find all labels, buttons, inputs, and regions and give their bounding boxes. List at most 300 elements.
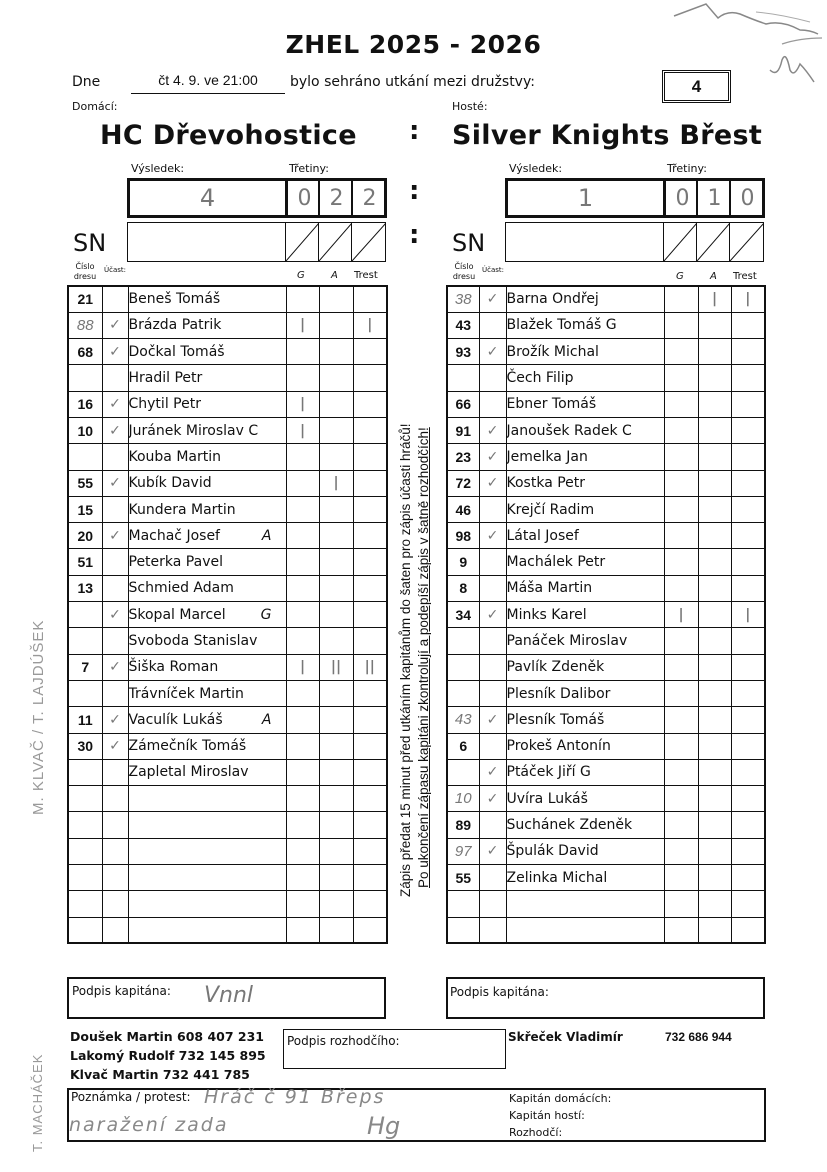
attendance-check[interactable] [102, 496, 128, 522]
player-name[interactable] [506, 865, 664, 891]
attendance-check[interactable]: ✓ [479, 523, 506, 549]
assists-cell[interactable]: | [319, 470, 353, 496]
goals-cell[interactable] [664, 444, 698, 470]
player-name[interactable] [506, 654, 664, 680]
penalty-cell[interactable] [353, 549, 387, 575]
player-number[interactable]: 7 [68, 654, 102, 680]
assists-cell[interactable] [319, 523, 353, 549]
penalty-cell[interactable] [353, 602, 387, 628]
player-number[interactable]: 30 [68, 733, 102, 759]
goals-cell[interactable]: | [286, 312, 319, 338]
player-name[interactable] [128, 549, 286, 575]
player-name[interactable] [506, 549, 664, 575]
player-number[interactable]: 88 [68, 312, 102, 338]
goals-cell[interactable] [286, 680, 319, 706]
player-number[interactable]: 68 [68, 339, 102, 365]
player-name[interactable] [506, 733, 664, 759]
penalty-cell[interactable]: | [731, 286, 765, 312]
player-number[interactable] [68, 602, 102, 628]
player-number[interactable]: 51 [68, 549, 102, 575]
attendance-check[interactable]: ✓ [102, 602, 128, 628]
player-name[interactable] [506, 575, 664, 601]
attendance-check[interactable]: ✓ [479, 786, 506, 812]
penalty-cell[interactable] [731, 444, 765, 470]
player-name[interactable] [506, 838, 664, 864]
assists-cell[interactable] [698, 891, 731, 917]
goals-cell[interactable] [664, 654, 698, 680]
attendance-check[interactable] [479, 733, 506, 759]
assists-cell[interactable] [319, 549, 353, 575]
assists-cell[interactable] [319, 838, 353, 864]
penalty-cell[interactable] [731, 365, 765, 391]
player-number[interactable] [447, 891, 479, 917]
player-number[interactable] [447, 654, 479, 680]
penalty-cell[interactable] [353, 707, 387, 733]
attendance-check[interactable] [102, 812, 128, 838]
attendance-check[interactable]: ✓ [102, 523, 128, 549]
attendance-check[interactable] [102, 917, 128, 943]
player-name[interactable] [128, 786, 286, 812]
goals-cell[interactable] [664, 759, 698, 785]
penalty-cell[interactable] [731, 575, 765, 601]
player-name[interactable] [128, 628, 286, 654]
penalty-cell[interactable] [731, 786, 765, 812]
player-name[interactable] [506, 444, 664, 470]
player-name[interactable] [506, 523, 664, 549]
player-name[interactable] [128, 575, 286, 601]
attendance-check[interactable] [479, 312, 506, 338]
attendance-check[interactable] [479, 496, 506, 522]
penalty-cell[interactable] [353, 891, 387, 917]
player-number[interactable]: 43 [447, 707, 479, 733]
player-name[interactable] [506, 812, 664, 838]
assists-cell[interactable] [319, 891, 353, 917]
player-name[interactable] [128, 838, 286, 864]
assists-cell[interactable] [698, 680, 731, 706]
penalty-cell[interactable]: || [353, 654, 387, 680]
attendance-check[interactable]: ✓ [102, 654, 128, 680]
goals-cell[interactable] [664, 575, 698, 601]
assists-cell[interactable] [698, 444, 731, 470]
penalty-cell[interactable] [731, 812, 765, 838]
goals-cell[interactable] [664, 733, 698, 759]
player-name[interactable] [128, 891, 286, 917]
assists-cell[interactable] [698, 470, 731, 496]
attendance-check[interactable] [479, 865, 506, 891]
penalty-cell[interactable] [353, 523, 387, 549]
player-name[interactable] [506, 707, 664, 733]
assists-cell[interactable] [698, 786, 731, 812]
assists-cell[interactable] [698, 417, 731, 443]
penalty-cell[interactable] [353, 759, 387, 785]
player-number[interactable]: 15 [68, 496, 102, 522]
goals-cell[interactable]: | [664, 602, 698, 628]
player-name[interactable] [128, 812, 286, 838]
away-captain-signature-box[interactable] [446, 977, 765, 1019]
date-field[interactable]: čt 4. 9. ve 21:00 [131, 72, 285, 94]
player-number[interactable]: 91 [447, 417, 479, 443]
player-name[interactable] [128, 865, 286, 891]
penalty-cell[interactable] [731, 891, 765, 917]
penalty-cell[interactable] [731, 549, 765, 575]
penalty-cell[interactable] [731, 759, 765, 785]
assists-cell[interactable] [319, 786, 353, 812]
goals-cell[interactable] [286, 838, 319, 864]
goals-cell[interactable] [664, 496, 698, 522]
attendance-check[interactable]: ✓ [479, 417, 506, 443]
penalty-cell[interactable] [731, 680, 765, 706]
player-name[interactable] [128, 286, 286, 312]
attendance-check[interactable] [479, 628, 506, 654]
penalty-cell[interactable] [731, 838, 765, 864]
assists-cell[interactable]: | [698, 286, 731, 312]
player-name[interactable] [506, 391, 664, 417]
goals-cell[interactable] [664, 786, 698, 812]
penalty-cell[interactable] [353, 339, 387, 365]
penalty-cell[interactable] [353, 917, 387, 943]
goals-cell[interactable] [664, 312, 698, 338]
attendance-check[interactable] [102, 865, 128, 891]
attendance-check[interactable] [479, 891, 506, 917]
attendance-check[interactable]: ✓ [479, 759, 506, 785]
attendance-check[interactable] [102, 838, 128, 864]
player-number[interactable]: 46 [447, 496, 479, 522]
penalty-cell[interactable] [731, 733, 765, 759]
goals-cell[interactable] [286, 470, 319, 496]
penalty-cell[interactable] [731, 470, 765, 496]
goals-cell[interactable] [664, 838, 698, 864]
player-number[interactable]: 8 [447, 575, 479, 601]
player-name[interactable] [128, 602, 286, 628]
attendance-check[interactable]: ✓ [102, 470, 128, 496]
attendance-check[interactable] [102, 891, 128, 917]
goals-cell[interactable] [286, 549, 319, 575]
player-name[interactable] [128, 733, 286, 759]
penalty-cell[interactable] [353, 496, 387, 522]
player-number[interactable] [68, 365, 102, 391]
assists-cell[interactable] [698, 838, 731, 864]
player-number[interactable]: 23 [447, 444, 479, 470]
penalty-cell[interactable] [731, 496, 765, 522]
player-number[interactable] [68, 759, 102, 785]
player-number[interactable] [68, 917, 102, 943]
penalty-cell[interactable] [353, 812, 387, 838]
goals-cell[interactable] [286, 891, 319, 917]
goals-cell[interactable]: | [286, 654, 319, 680]
attendance-check[interactable]: ✓ [479, 339, 506, 365]
attendance-check[interactable]: ✓ [102, 391, 128, 417]
player-number[interactable]: 97 [447, 838, 479, 864]
player-number[interactable] [68, 628, 102, 654]
player-number[interactable]: 34 [447, 602, 479, 628]
assists-cell[interactable] [698, 312, 731, 338]
player-number[interactable] [447, 917, 479, 943]
penalty-cell[interactable] [353, 628, 387, 654]
assists-cell[interactable] [319, 417, 353, 443]
assists-cell[interactable] [698, 496, 731, 522]
attendance-check[interactable]: ✓ [479, 838, 506, 864]
player-number[interactable] [68, 838, 102, 864]
penalty-cell[interactable] [353, 417, 387, 443]
attendance-check[interactable]: ✓ [102, 417, 128, 443]
goals-cell[interactable] [664, 549, 698, 575]
penalty-cell[interactable] [731, 654, 765, 680]
attendance-check[interactable] [102, 628, 128, 654]
player-number[interactable] [68, 680, 102, 706]
assists-cell[interactable] [319, 628, 353, 654]
player-number[interactable]: 38 [447, 286, 479, 312]
assists-cell[interactable] [698, 602, 731, 628]
player-number[interactable]: 20 [68, 523, 102, 549]
player-name[interactable] [506, 759, 664, 785]
player-name[interactable] [128, 391, 286, 417]
player-name[interactable] [128, 917, 286, 943]
assists-cell[interactable] [698, 917, 731, 943]
player-name[interactable] [128, 523, 286, 549]
goals-cell[interactable] [664, 391, 698, 417]
goals-cell[interactable] [286, 365, 319, 391]
away-sn-box[interactable] [505, 222, 764, 262]
goals-cell[interactable] [664, 812, 698, 838]
player-name[interactable] [506, 470, 664, 496]
goals-cell[interactable] [286, 628, 319, 654]
goals-cell[interactable] [664, 417, 698, 443]
assists-cell[interactable] [319, 759, 353, 785]
assists-cell[interactable]: || [319, 654, 353, 680]
attendance-check[interactable]: ✓ [102, 339, 128, 365]
player-name[interactable] [128, 496, 286, 522]
home-sn-box[interactable] [127, 222, 386, 262]
penalty-cell[interactable]: | [731, 602, 765, 628]
home-captain-signature-box[interactable] [67, 977, 386, 1019]
goals-cell[interactable] [664, 470, 698, 496]
attendance-check[interactable] [102, 286, 128, 312]
player-number[interactable]: 66 [447, 391, 479, 417]
attendance-check[interactable]: ✓ [102, 733, 128, 759]
away-score-box[interactable] [505, 178, 765, 218]
attendance-check[interactable]: ✓ [479, 707, 506, 733]
penalty-cell[interactable]: | [353, 312, 387, 338]
player-name[interactable] [128, 339, 286, 365]
assists-cell[interactable] [698, 733, 731, 759]
attendance-check[interactable] [102, 759, 128, 785]
penalty-cell[interactable] [353, 391, 387, 417]
penalty-cell[interactable] [353, 733, 387, 759]
player-name[interactable] [128, 312, 286, 338]
player-name[interactable] [128, 759, 286, 785]
assists-cell[interactable] [319, 680, 353, 706]
attendance-check[interactable] [479, 812, 506, 838]
assists-cell[interactable] [698, 365, 731, 391]
player-number[interactable]: 10 [68, 417, 102, 443]
goals-cell[interactable] [286, 812, 319, 838]
goals-cell[interactable] [286, 707, 319, 733]
assists-cell[interactable] [698, 865, 731, 891]
player-name[interactable] [506, 917, 664, 943]
goals-cell[interactable] [286, 917, 319, 943]
penalty-cell[interactable] [353, 365, 387, 391]
player-name[interactable] [506, 339, 664, 365]
assists-cell[interactable] [319, 339, 353, 365]
home-score-box[interactable] [127, 178, 387, 218]
goals-cell[interactable] [664, 917, 698, 943]
assists-cell[interactable] [698, 628, 731, 654]
penalty-cell[interactable] [731, 707, 765, 733]
attendance-check[interactable] [479, 917, 506, 943]
player-name[interactable] [128, 444, 286, 470]
player-number[interactable] [68, 891, 102, 917]
player-number[interactable]: 13 [68, 575, 102, 601]
goals-cell[interactable] [286, 602, 319, 628]
goals-cell[interactable] [286, 444, 319, 470]
assists-cell[interactable] [319, 917, 353, 943]
player-number[interactable] [447, 628, 479, 654]
assists-cell[interactable] [698, 654, 731, 680]
assists-cell[interactable] [698, 549, 731, 575]
assists-cell[interactable] [698, 391, 731, 417]
attendance-check[interactable] [479, 365, 506, 391]
player-name[interactable] [128, 365, 286, 391]
penalty-cell[interactable] [353, 680, 387, 706]
attendance-check[interactable]: ✓ [479, 602, 506, 628]
penalty-cell[interactable] [731, 312, 765, 338]
assists-cell[interactable] [319, 496, 353, 522]
goals-cell[interactable] [286, 339, 319, 365]
attendance-check[interactable] [102, 575, 128, 601]
attendance-check[interactable]: ✓ [479, 286, 506, 312]
assists-cell[interactable] [319, 602, 353, 628]
player-name[interactable] [506, 680, 664, 706]
player-name[interactable] [506, 891, 664, 917]
player-number[interactable]: 11 [68, 707, 102, 733]
assists-cell[interactable] [319, 812, 353, 838]
notes-box[interactable] [67, 1088, 766, 1142]
assists-cell[interactable] [319, 575, 353, 601]
player-name[interactable] [506, 628, 664, 654]
player-number[interactable] [68, 812, 102, 838]
penalty-cell[interactable] [353, 865, 387, 891]
player-number[interactable] [447, 365, 479, 391]
goals-cell[interactable] [664, 286, 698, 312]
penalty-cell[interactable] [353, 470, 387, 496]
goals-cell[interactable] [286, 865, 319, 891]
assists-cell[interactable] [698, 707, 731, 733]
assists-cell[interactable] [698, 575, 731, 601]
player-number[interactable]: 10 [447, 786, 479, 812]
goals-cell[interactable] [286, 575, 319, 601]
referee-signature-box[interactable] [283, 1029, 506, 1069]
player-name[interactable] [128, 680, 286, 706]
player-number[interactable]: 21 [68, 286, 102, 312]
player-number[interactable] [447, 759, 479, 785]
attendance-check[interactable]: ✓ [479, 444, 506, 470]
match-number-box[interactable]: 4 [662, 70, 731, 103]
goals-cell[interactable] [286, 733, 319, 759]
penalty-cell[interactable] [731, 339, 765, 365]
penalty-cell[interactable] [353, 786, 387, 812]
player-number[interactable] [68, 865, 102, 891]
player-number[interactable]: 55 [447, 865, 479, 891]
goals-cell[interactable] [286, 496, 319, 522]
attendance-check[interactable] [102, 786, 128, 812]
penalty-cell[interactable] [353, 575, 387, 601]
player-name[interactable] [128, 470, 286, 496]
goals-cell[interactable] [664, 680, 698, 706]
goals-cell[interactable] [664, 523, 698, 549]
goals-cell[interactable] [664, 865, 698, 891]
player-name[interactable] [506, 786, 664, 812]
goals-cell[interactable] [664, 365, 698, 391]
goals-cell[interactable] [664, 707, 698, 733]
goals-cell[interactable]: | [286, 391, 319, 417]
player-number[interactable]: 43 [447, 312, 479, 338]
player-name[interactable] [506, 602, 664, 628]
assists-cell[interactable] [319, 391, 353, 417]
goals-cell[interactable] [286, 759, 319, 785]
player-number[interactable]: 9 [447, 549, 479, 575]
attendance-check[interactable]: ✓ [479, 470, 506, 496]
attendance-check[interactable] [102, 549, 128, 575]
attendance-check[interactable] [102, 365, 128, 391]
assists-cell[interactable] [319, 312, 353, 338]
goals-cell[interactable] [664, 339, 698, 365]
player-number[interactable] [68, 786, 102, 812]
assists-cell[interactable] [319, 707, 353, 733]
player-name[interactable] [506, 417, 664, 443]
goals-cell[interactable] [286, 286, 319, 312]
attendance-check[interactable] [479, 680, 506, 706]
penalty-cell[interactable] [731, 917, 765, 943]
player-name[interactable] [506, 496, 664, 522]
goals-cell[interactable]: | [286, 417, 319, 443]
attendance-check[interactable] [479, 654, 506, 680]
attendance-check[interactable] [479, 575, 506, 601]
player-number[interactable]: 89 [447, 812, 479, 838]
assists-cell[interactable] [698, 759, 731, 785]
player-number[interactable]: 98 [447, 523, 479, 549]
penalty-cell[interactable] [731, 417, 765, 443]
assists-cell[interactable] [319, 286, 353, 312]
player-number[interactable]: 72 [447, 470, 479, 496]
assists-cell[interactable] [698, 812, 731, 838]
penalty-cell[interactable] [353, 444, 387, 470]
attendance-check[interactable] [102, 444, 128, 470]
player-number[interactable]: 93 [447, 339, 479, 365]
player-name[interactable] [128, 654, 286, 680]
player-name[interactable] [506, 286, 664, 312]
player-number[interactable]: 16 [68, 391, 102, 417]
player-name[interactable] [128, 707, 286, 733]
penalty-cell[interactable] [353, 286, 387, 312]
player-name[interactable] [506, 312, 664, 338]
player-name[interactable] [128, 417, 286, 443]
assists-cell[interactable] [698, 523, 731, 549]
player-number[interactable]: 55 [68, 470, 102, 496]
goals-cell[interactable] [664, 891, 698, 917]
assists-cell[interactable] [319, 865, 353, 891]
attendance-check[interactable]: ✓ [102, 707, 128, 733]
attendance-check[interactable]: ✓ [102, 312, 128, 338]
player-number[interactable] [68, 444, 102, 470]
assists-cell[interactable] [698, 339, 731, 365]
attendance-check[interactable] [479, 549, 506, 575]
player-number[interactable]: 6 [447, 733, 479, 759]
goals-cell[interactable] [286, 786, 319, 812]
assists-cell[interactable] [319, 733, 353, 759]
attendance-check[interactable] [479, 391, 506, 417]
player-number[interactable] [447, 680, 479, 706]
penalty-cell[interactable] [731, 865, 765, 891]
